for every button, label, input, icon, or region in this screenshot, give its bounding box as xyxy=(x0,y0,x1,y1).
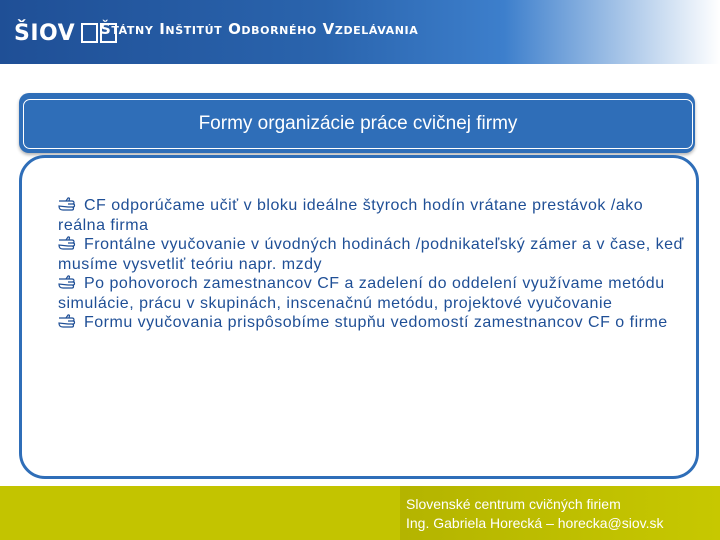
logo-text: ŠIOV xyxy=(14,20,76,46)
institute-name: Štátny Inštitút Odborného Vzdelávania xyxy=(100,20,419,38)
bullet-text: Formu vyučovania prispôsobíme stupňu vedomostí zamestnancov CF o firme xyxy=(84,314,668,331)
footer-organization: Slovenské centrum cvičných firiem xyxy=(406,496,621,512)
bullet-text: Frontálne vyučovanie v úvodných hodinách /podnikateľský zámer a v čase, keď musíme vysvetliť teóriu napr. mzdy xyxy=(58,236,684,273)
footer-panel xyxy=(400,486,720,540)
header-banner xyxy=(0,0,720,64)
list-item xyxy=(58,196,688,235)
content-panel xyxy=(19,155,699,479)
list-item xyxy=(58,313,688,333)
pointing-hand-icon xyxy=(58,197,82,211)
footer-bar xyxy=(0,486,720,540)
list-item xyxy=(58,274,688,313)
list-item xyxy=(58,235,688,274)
pointing-hand-icon xyxy=(58,314,82,328)
slide-title-bar xyxy=(19,93,695,153)
bullet-list xyxy=(58,158,688,333)
bullet-text: CF odporúčame učiť v bloku ideálne štyroch hodín vrátane prestávok /ako reálna firma xyxy=(58,197,644,234)
bullet-text: Po pohovoroch zamestnancov CF a zadelení do oddelení využívame metódu simulácie, prácu v skupinách, inscenačnú metódu, projektové vyučovanie xyxy=(58,275,665,312)
pointing-hand-icon xyxy=(58,236,82,250)
footer-contact: Ing. Gabriela Horecká – horecka@siov.sk xyxy=(406,515,664,531)
slide-title: Formy organizácie práce cvičnej firmy xyxy=(23,99,693,149)
pointing-hand-icon xyxy=(58,275,82,289)
